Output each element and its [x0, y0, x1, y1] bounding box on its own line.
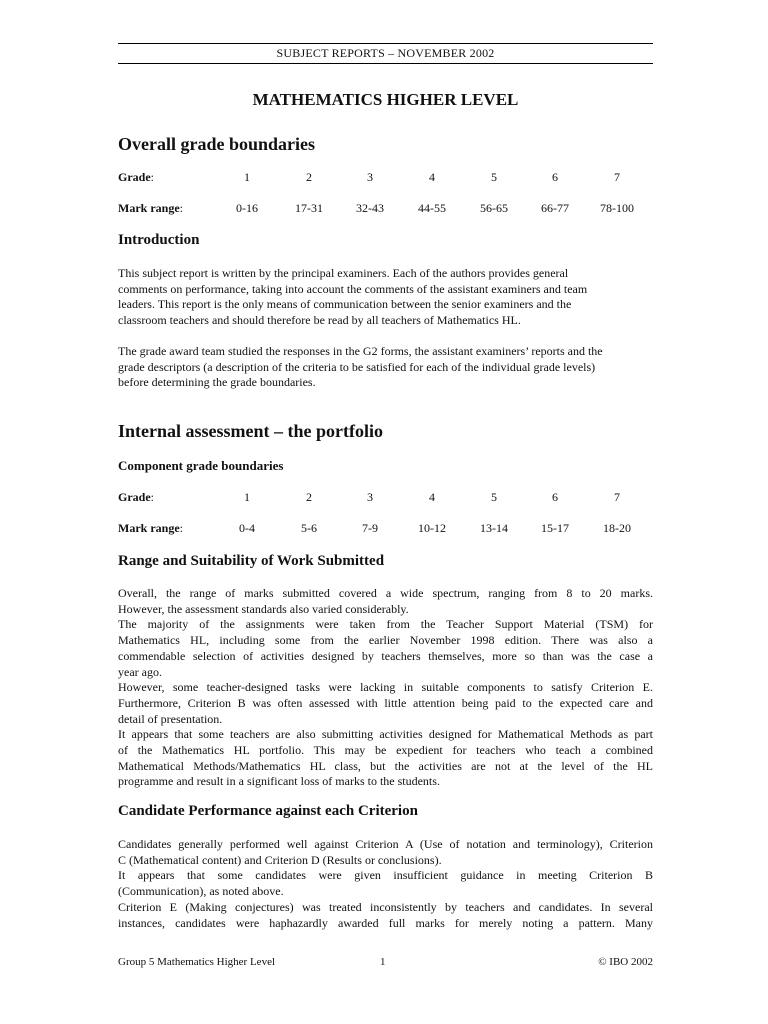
candidate-performance-heading: Candidate Performance against each Criterion: [118, 803, 418, 819]
header-rule-bottom: [118, 63, 653, 64]
introduction-heading: Introduction: [118, 232, 200, 248]
text-line: Mathematics HL, including some from the earlier November 1998 edition. There was also a: [118, 633, 653, 648]
grade-cell: 1: [244, 490, 250, 504]
range-cell: 32-43: [356, 201, 384, 215]
grade-cell: 5: [491, 170, 497, 184]
grade-cell: 6: [552, 490, 558, 504]
page-title: MATHEMATICS HIGHER LEVEL: [252, 90, 519, 109]
grade-cell: 6: [552, 170, 558, 184]
grade-label: Grade:: [118, 170, 155, 184]
text-line: Furthermore, Criterion B was often assessed with little attention being paid to the expected care and: [118, 695, 653, 710]
running-header: SUBJECT REPORTS – NOVEMBER 2002: [276, 46, 495, 60]
text-line: year ago.: [118, 664, 162, 679]
range-cell: 44-55: [418, 201, 446, 215]
range-cell: 18-20: [603, 521, 631, 535]
range-cell: 66-77: [541, 201, 569, 215]
grade-cell: 7: [614, 170, 620, 184]
overall-mark-row: [118, 201, 653, 217]
text-line: comments on performance, taking into account the comments of the assistant examiners and team: [118, 281, 588, 296]
range-cell: 0-16: [236, 201, 258, 215]
text-line: However, some teacher-designed tasks were lacking in suitable components to satisfy Criterion E.: [118, 680, 653, 695]
text-line: instances, candidates were haphazardly awarded full marks for merely noting a pattern. Many: [118, 915, 653, 930]
range-suitability-heading: Range and Suitability of Work Submitted: [118, 553, 385, 569]
overall-heading: Overall grade boundaries: [118, 134, 315, 154]
grade-label: Grade:: [118, 490, 155, 504]
footer-copyright: © IBO 2002: [598, 956, 653, 968]
page-number: 1: [380, 956, 386, 968]
text-line: detail of presentation.: [118, 711, 223, 726]
introduction-paragraph-2: [118, 344, 653, 391]
range-cell: 15-17: [541, 521, 569, 535]
range-cell: 7-9: [362, 521, 378, 535]
grade-cell: 3: [367, 170, 373, 184]
page-footer: [118, 956, 653, 970]
grade-cell: 2: [306, 490, 312, 504]
text-line: (Communication), as noted above.: [118, 884, 284, 899]
range-cell: 13-14: [480, 521, 508, 535]
text-line: Mathematical Methods/Mathematics HL class, but the activities are not at the level of the HL: [118, 758, 653, 773]
text-line: leaders. This report is the only means of communication between the senior examiners and the: [118, 297, 572, 312]
component-boundaries-heading: Component grade boundaries: [118, 458, 284, 473]
grade-cell: 2: [306, 170, 312, 184]
component-mark-row: [118, 521, 653, 537]
text-line: commendable selection of activities designed by teachers themselves, more so than was the case a: [118, 648, 653, 663]
candidate-performance-body: [118, 837, 653, 931]
grade-cell: 7: [614, 490, 620, 504]
introduction-paragraph-1: [118, 266, 653, 329]
text-line: of the Mathematics HL portfolio. This may be expedient for teachers who teach a combined: [118, 743, 653, 758]
text-line: Candidates generally performed well against Criterion A (Use of notation and terminology), Criterion: [118, 837, 653, 851]
text-line: This subject report is written by the principal examiners. Each of the authors provides general: [118, 266, 569, 280]
grade-cell: 3: [367, 490, 373, 504]
component-grade-row: [118, 490, 653, 506]
text-line: grade descriptors (a description of the criteria to be satisfied for each of the individual grade levels): [118, 359, 596, 374]
text-line: However, the assessment standards also varied considerably.: [118, 601, 409, 616]
header-rule-top: [118, 43, 653, 44]
mark-range-label: Mark range:: [118, 201, 183, 215]
internal-assessment-heading: Internal assessment – the portfolio: [118, 421, 383, 441]
grade-cell: 5: [491, 490, 497, 504]
range-suitability-body: [118, 586, 653, 790]
text-line: It appears that some candidates were given insufficient guidance in meeting Criterion B: [118, 868, 653, 883]
range-cell: 78-100: [600, 201, 634, 215]
text-line: The grade award team studied the responses in the G2 forms, the assistant examiners’ reports and the: [118, 344, 603, 358]
footer-left: Group 5 Mathematics Higher Level: [118, 956, 276, 968]
range-cell: 56-65: [480, 201, 508, 215]
range-cell: 5-6: [301, 521, 317, 535]
range-cell: 10-12: [418, 521, 446, 535]
grade-cell: 4: [429, 490, 435, 504]
text-line: Criterion E (Making conjectures) was treated inconsistently by teachers and candidates. In several: [118, 899, 653, 914]
text-line: before determining the grade boundaries.: [118, 375, 316, 390]
text-line: C (Mathematical content) and Criterion D (Results or conclusions).: [118, 852, 442, 867]
text-line: classroom teachers and should therefore be read by all teachers of Mathematics HL.: [118, 313, 521, 328]
mark-range-label: Mark range:: [118, 521, 183, 535]
grade-cell: 4: [429, 170, 435, 184]
range-cell: 0-4: [239, 521, 255, 535]
text-line: The majority of the assignments were taken from the Teacher Support Material (TSM) for: [118, 617, 653, 632]
text-line: It appears that some teachers are also submitting activities designed for Mathematical Methods as part: [118, 727, 653, 742]
text-line: Overall, the range of marks submitted covered a wide spectrum, ranging from 8 to 20 marks.: [118, 586, 653, 600]
overall-grade-row: [118, 170, 653, 186]
text-line: programme and result in a significant loss of marks to the students.: [118, 774, 440, 789]
grade-cell: 1: [244, 170, 250, 184]
range-cell: 17-31: [295, 201, 323, 215]
